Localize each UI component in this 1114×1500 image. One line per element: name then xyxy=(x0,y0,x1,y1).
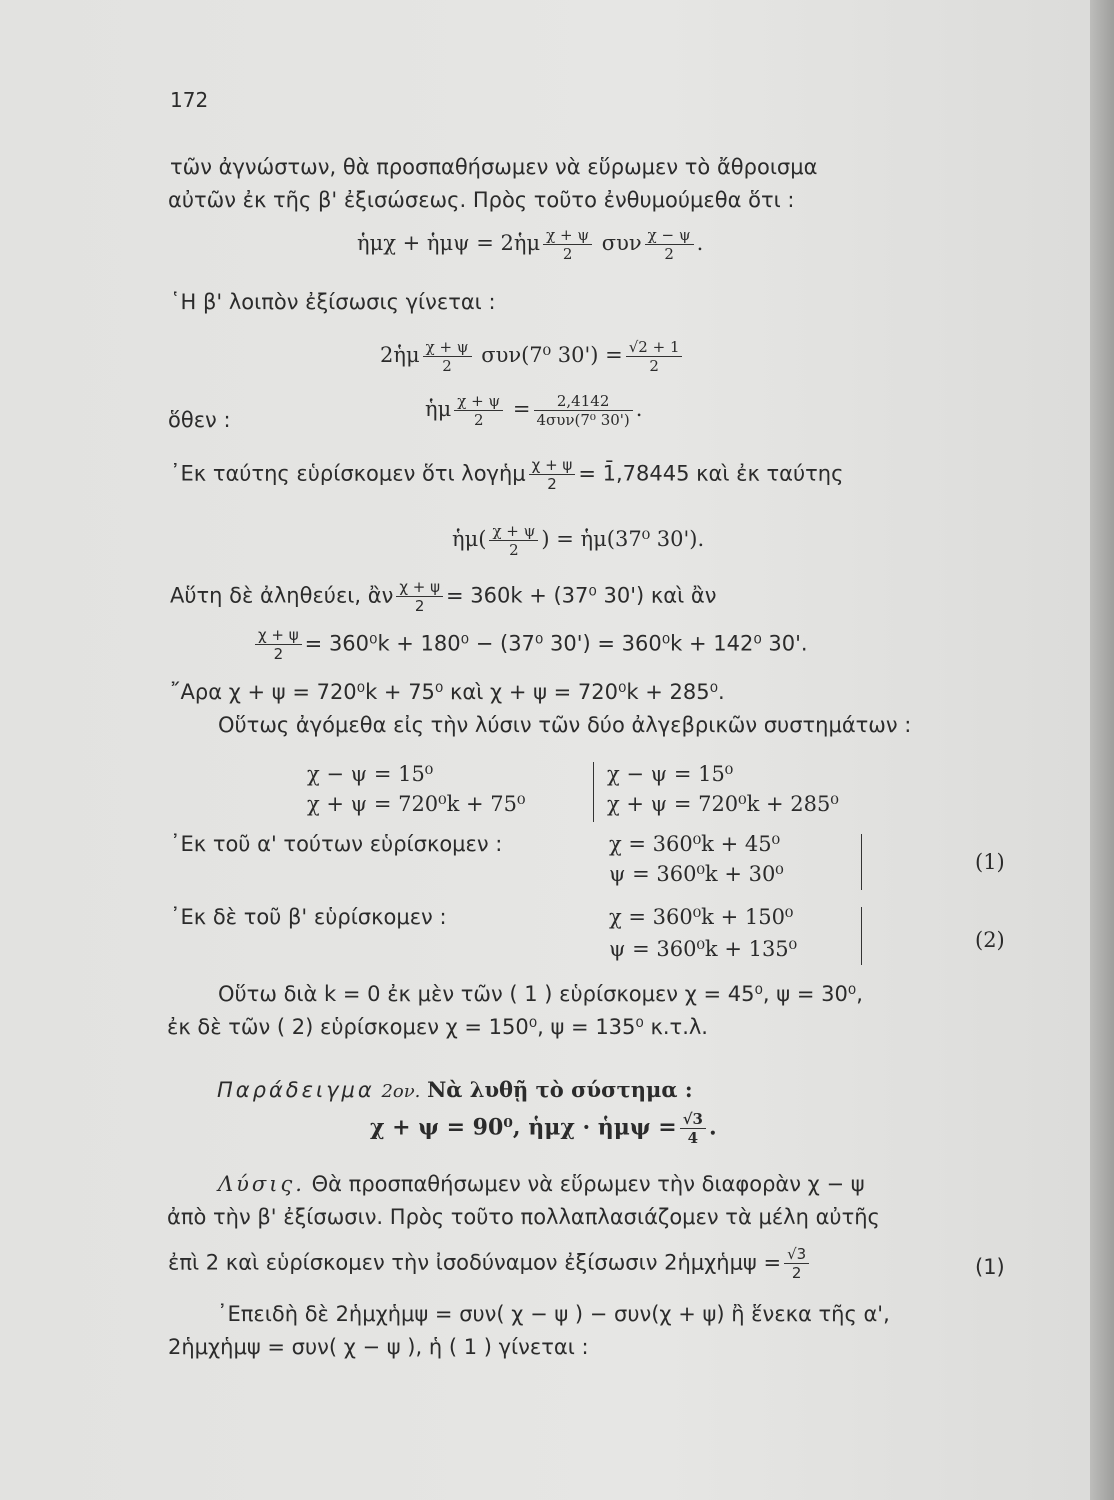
text-line-alt: $\frac{\chi + \psi}{2}$ = 360⁰k + 180⁰ − (37⁰ 30') = 360⁰k + 142⁰ 30'. xyxy=(252,626,808,663)
text-line: ᾽Επειδὴ δὲ 2ἡμχἡμψ = συν( χ − ψ ) − συν(χ + ψ) ἢ ἕνεκα τῆς α', xyxy=(217,1302,890,1326)
equation-tag: (1) xyxy=(975,1255,1005,1279)
system-right-eq1: χ − ψ = 15⁰ xyxy=(607,762,734,786)
solution1-brace xyxy=(855,834,862,890)
text-line-aute: Αὕτη δὲ ἀληθεύει, ἂν $\frac{\chi + \psi}{2}$ = 360k + (37⁰ 30') καὶ ἂν xyxy=(170,578,717,615)
solution1-y: ψ = 360⁰k + 30⁰ xyxy=(609,862,784,886)
system-left-eq2: χ + ψ = 720⁰k + 75⁰ xyxy=(307,792,526,816)
solution1-tag: (1) xyxy=(975,850,1005,874)
equation-b-transformed: 2ἡμ $\frac{\chi + \psi}{2}$ συν(7⁰ 30') = $\frac{√2 + 1}{2}$ xyxy=(380,338,685,375)
text-line: ᾽Εκ τοῦ α' τούτων εὑρίσκομεν : xyxy=(170,832,503,856)
text-line: τῶν ἀγνώστων, θὰ προσπαθήσωμεν νὰ εὕρωμεν τὸ ἄθροισμα xyxy=(170,155,818,179)
system-left-eq1: χ − ψ = 15⁰ xyxy=(307,762,434,786)
text-line: ἐκ δὲ τῶν ( 2) εὑρίσκομεν χ = 150⁰, ψ = 135⁰ κ.τ.λ. xyxy=(167,1015,708,1039)
page-edge xyxy=(1090,0,1114,1500)
text-line: ῎Αρα χ + ψ = 720⁰k + 75⁰ καὶ χ + ψ = 720⁰k + 285⁰. xyxy=(170,680,725,704)
example-system: χ + ψ = 90⁰, ἡμχ · ἡμψ = $\frac{√3}{4}$ . xyxy=(370,1110,717,1147)
solution2-brace xyxy=(855,907,862,965)
text-line: ἀπὸ τὴν β' ἐξίσωσιν. Πρὸς τοῦτο πολλαπλασιάζομεν τὰ μέλη αὐτῆς xyxy=(167,1205,880,1229)
text-line: αὐτῶν ἐκ τῆς β' ἐξισώσεως. Πρὸς τοῦτο ἐνθυμούμεθα ὅτι : xyxy=(168,188,795,212)
text-line-log: ᾽Εκ ταύτης εὑρίσκομεν ὅτι λογἡμ $\frac{\chi + \psi}{2}$ = 1̄,78445 καὶ ἐκ ταύτης xyxy=(170,456,844,493)
system-right-eq2: χ + ψ = 720⁰k + 285⁰ xyxy=(607,792,839,816)
solution2-x: χ = 360⁰k + 150⁰ xyxy=(609,905,794,929)
system-divider xyxy=(593,762,594,822)
example-heading: Παράδειγμα 2ον. Νὰ λυθῇ τὸ σύστημα : xyxy=(217,1077,693,1102)
text-line: Οὕτω διὰ k = 0 ἐκ μὲν τῶν ( 1 ) εὑρίσκομεν χ = 45⁰, ψ = 30⁰, xyxy=(218,982,863,1006)
text-line-lysis: Λύσις. Θὰ προσπαθήσωμεν νὰ εὕρωμεν τὴν διαφορὰν χ − ψ xyxy=(218,1172,865,1196)
text-line: ὅθεν : xyxy=(168,408,231,432)
solution2-tag: (2) xyxy=(975,928,1005,952)
equation-sin-half-sum: ἡμ $\frac{\chi + \psi}{2}$ = $\frac{2,4142}{\text{4συν(7⁰ 30')}}$ . xyxy=(425,392,643,429)
solution1-x: χ = 360⁰k + 45⁰ xyxy=(609,832,780,856)
text-line: 2ἡμχἡμψ = συν( χ − ψ ), ἡ ( 1 ) γίνεται : xyxy=(168,1335,589,1359)
text-line-equivalent: ἐπὶ 2 καὶ εὑρίσκομεν τὴν ἰσοδύναμον ἐξίσωσιν 2ἡμχἡμψ = $\frac{√3}{2}$ xyxy=(168,1245,812,1282)
text-line: ᾽Εκ δὲ τοῦ β' εὑρίσκομεν : xyxy=(170,905,447,929)
solution2-y: ψ = 360⁰k + 135⁰ xyxy=(609,937,798,961)
text-line: Οὕτως ἀγόμεθα εἰς τὴν λύσιν τῶν δύο ἀλγεβρικῶν συστημάτων : xyxy=(218,713,912,737)
equation-sin-37: ἡμ( $\frac{\chi + \psi}{2}$ ) = ἡμ(37⁰ 30'). xyxy=(452,522,705,559)
equation-sum-of-sines: ἡμχ + ἡμψ = 2ἡμ $\frac{\chi + \psi}{2}$ συν $\frac{\chi - \psi}{2}$ . xyxy=(357,226,704,263)
page-number: 172 xyxy=(170,88,209,112)
text-line: ῾Η β' λοιπὸν ἐξίσωσις γίνεται : xyxy=(170,290,496,314)
